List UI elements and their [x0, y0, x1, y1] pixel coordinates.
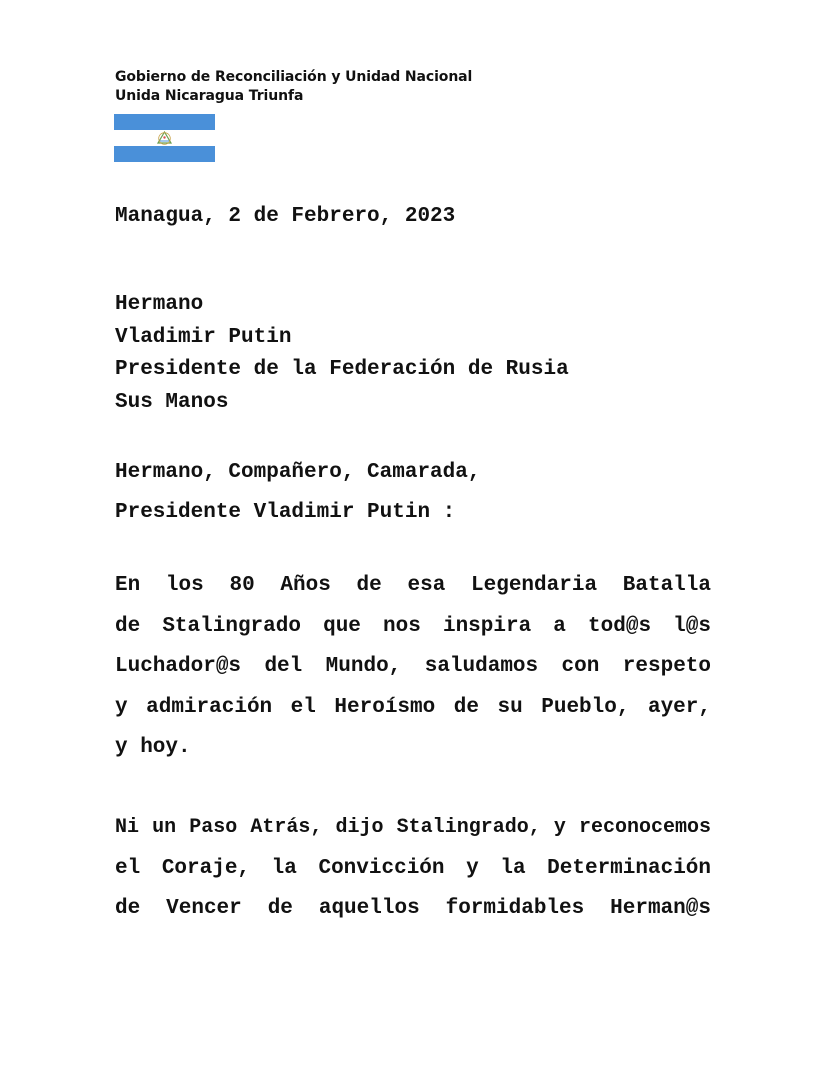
salutation-line: Hermano, Compañero, Camarada,: [115, 461, 481, 484]
paragraph-line: Luchador@s del Mundo, saludamos con respeto: [115, 655, 711, 678]
body-paragraph: [115, 566, 711, 769]
recipient-block: [115, 289, 569, 419]
recipient-title: Presidente de la Federación de Rusia: [115, 358, 569, 381]
body-paragraph: [115, 808, 711, 930]
recipient-delivery: Sus Manos: [115, 390, 229, 414]
salutation-block: [115, 453, 480, 533]
recipient-name: Vladimir Putin: [115, 325, 292, 349]
paragraph-line: En los 80 Años de esa Legendaria Batalla: [115, 574, 711, 597]
government-slogan: Unida Nicaragua Triunfa: [115, 88, 304, 104]
letter-date: Managua, 2 de Febrero, 2023: [115, 205, 456, 228]
paragraph-line: de Vencer de aquellos formidables Herman@s: [115, 897, 711, 920]
paragraph-line: de Stalingrado que nos inspira a tod@s l@s: [115, 614, 711, 638]
paragraph-line: el Coraje, la Convicción y la Determinación: [115, 856, 711, 880]
salutation-line: Presidente Vladimir Putin :: [115, 501, 456, 524]
government-header: [115, 68, 472, 106]
paragraph-line: y admiración el Heroísmo de su Pueblo, ayer,: [115, 695, 711, 719]
government-name: Gobierno de Reconciliación y Unidad Nacional: [115, 69, 473, 85]
paragraph-line: Ni un Paso Atrás, dijo Stalingrado, y reconocemos: [115, 816, 711, 839]
nicaragua-flag-icon: [114, 114, 215, 162]
paragraph-line: y hoy.: [115, 736, 191, 759]
recipient-honorific: Hermano: [115, 293, 204, 316]
